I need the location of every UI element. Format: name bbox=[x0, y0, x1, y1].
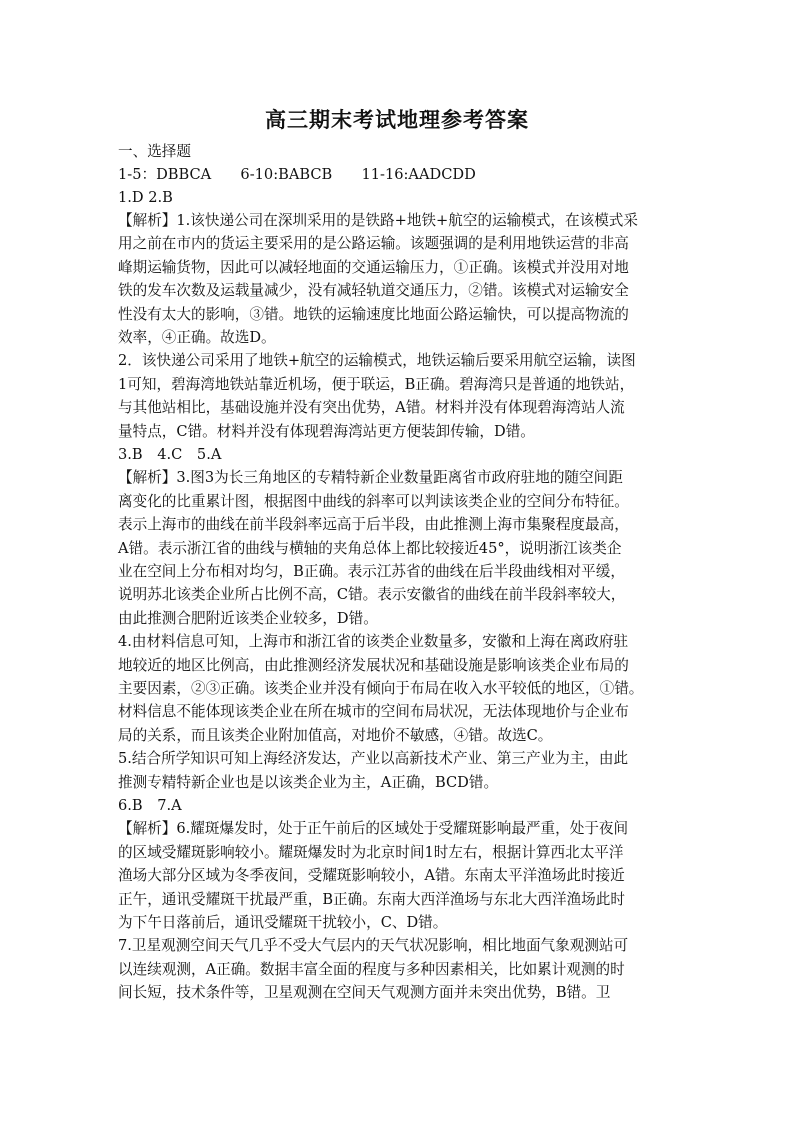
text-line: 的区域受耀斑影响较小。耀斑爆发时为北京时间1时左右，根据计算西北太平洋 bbox=[118, 843, 624, 861]
text-line: 1可知，碧海湾地铁站靠近机场，便于联运，B正确。碧海湾只是普通的地铁站， bbox=[118, 375, 635, 393]
text-line: 3.B 4.C 5.A bbox=[118, 446, 222, 463]
text-line: 【解析】3.图3为长三角地区的专精特新企业数量距离省市政府驻地的随空间距 bbox=[118, 469, 623, 487]
text-line: 离变化的比重累计图，根据图中曲线的斜率可以判读该类企业的空间分布特征。 bbox=[118, 492, 629, 510]
text-line: 材料信息不能体现该类企业在所在城市的空间布局状况，无法体现地价与企业布 bbox=[118, 703, 629, 721]
text-line: 【解析】1.该快递公司在深圳采用的是铁路+地铁+航空的运输模式，在该模式采 bbox=[118, 212, 638, 229]
text-line: 效率，④正确。故选D。 bbox=[118, 329, 276, 346]
text-line: 表示上海市的曲线在前半段斜率远高于后半段，由此推测上海市集聚程度最高， bbox=[118, 516, 629, 534]
text-line: 以连续观测，A正确。数据丰富全面的程度与多种因素相关，比如累计观测的时 bbox=[118, 960, 625, 978]
text-line: 局的关系，而且该类企业附加值高，对地价不敏感，④错。故选C。 bbox=[118, 726, 553, 744]
text-line: 7.卫星观测空间天气几乎不受大气层内的天气状况影响，相比地面气象观测站可 bbox=[118, 937, 629, 955]
text-line: 与其他站相比，基础设施并没有突出优势，A错。材料并没有体现碧海湾站人流 bbox=[118, 399, 625, 417]
text-line: 峰期运输货物，因此可以减轻地面的交通运输压力，①正确。该模式并没用对地 bbox=[118, 258, 629, 276]
text-line: 说明苏北该类企业所占比例不高，C错。表示安徽省的曲线在前半段斜率较大， bbox=[118, 586, 626, 604]
text-line: 性没有太大的影响，③错。地铁的运输速度比地面公路运输快，可以提高物流的 bbox=[118, 305, 629, 323]
text-line: 量特点，C错。材料并没有体现碧海湾站更方便装卸传输，D错。 bbox=[118, 422, 535, 440]
text-line: 渔场大部分区域为冬季夜间，受耀斑影响较小，A错。东南太平洋渔场此时接近 bbox=[118, 867, 625, 885]
text-line: 间长短，技术条件等，卫星观测在空间天气观测方面并未突出优势，B错。卫 bbox=[118, 984, 611, 1002]
section-heading: 一、选择题 bbox=[118, 143, 191, 160]
answer-key-row: 1-5：DBBCA 6-10:BABCB 11-16:AADCDD bbox=[118, 166, 476, 183]
text-line: 铁的发车次数及运载量减少，没有减轻轨道交通压力，②错。该模式对运输安全 bbox=[118, 282, 629, 300]
text-line: 主要因素，②③正确。该类企业并没有倾向于布局在收入水平较低的地区，①错。 bbox=[118, 680, 644, 697]
text-line: 用之前在市内的货运主要采用的是公路运输。该题强调的是利用地铁运营的非高 bbox=[118, 235, 629, 253]
text-line: 业在空间上分布相对均匀，B正确。表示江苏省的曲线在后半段曲线相对平缓， bbox=[118, 563, 625, 580]
text-line: 正午，通讯受耀斑干扰最严重，B正确。东南大西洋渔场与东北大西洋渔场此时 bbox=[118, 890, 625, 908]
text-line: 5.结合所学知识可知上海经济发达，产业以高新技术产业、第三产业为主，由此 bbox=[118, 750, 629, 768]
text-line: 【解析】6.耀斑爆发时，处于正午前后的区域处于受耀斑影响最严重，处于夜间 bbox=[118, 820, 629, 838]
text-line: 地较近的地区比例高，由此推测经济发展状况和基础设施是影响该类企业布局的 bbox=[118, 656, 629, 674]
text-line: A错。表示浙江省的曲线与横轴的夹角总体上都比较接近45°，说明浙江该类企 bbox=[118, 539, 622, 557]
answer-key-row: 1.D 2.B bbox=[118, 189, 173, 206]
text-line: 由此推测合肥附近该类企业较多，D错。 bbox=[118, 609, 378, 627]
text-line: 为下午日落前后，通讯受耀斑干扰较小，C、D错。 bbox=[118, 914, 448, 931]
text-line: 推测专精特新企业也是以该类企业为主，A正确，BCD错。 bbox=[118, 773, 499, 791]
text-line: 4.由材料信息可知，上海市和浙江省的该类企业数量多，安徽和上海在离政府驻 bbox=[118, 633, 629, 651]
page-title: 高三期末考试地理参考答案 bbox=[265, 108, 529, 132]
text-line: 6.B 7.A bbox=[118, 797, 182, 814]
text-line: 2．该快递公司采用了地铁+航空的运输模式，地铁运输后要采用航空运输，读图 bbox=[118, 352, 636, 370]
